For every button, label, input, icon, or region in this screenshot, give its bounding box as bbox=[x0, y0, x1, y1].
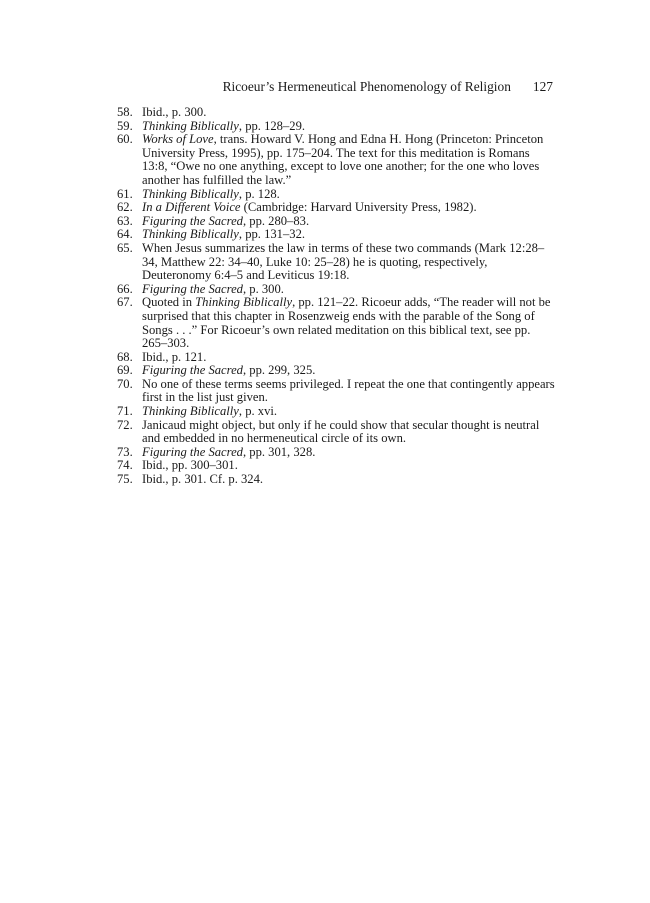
endnote-text bbox=[142, 188, 557, 202]
endnote bbox=[117, 228, 557, 242]
endnote bbox=[117, 201, 557, 215]
endnote bbox=[117, 242, 557, 283]
endnote-text bbox=[142, 378, 557, 405]
note-segment: (Cambridge: Harvard University Press, 1982). bbox=[240, 200, 477, 215]
endnote-text bbox=[142, 283, 557, 297]
endnote-text bbox=[142, 296, 557, 350]
endnote-text bbox=[142, 351, 557, 365]
endnote-text bbox=[142, 120, 557, 134]
note-segment: When Jesus summarizes the law in terms of these two commands (Mark 12:28–34, Matthew 22: 34–40, Luke 10: 25–28) he is quoting, respectively, Deuteronomy 6:4–5 and Leviticus 19:18. bbox=[142, 240, 545, 283]
endnotes-list bbox=[117, 106, 557, 487]
endnote-number: 63. bbox=[117, 213, 133, 228]
endnote-number: 67. bbox=[117, 295, 133, 310]
endnote-number: 73. bbox=[117, 444, 133, 459]
endnote-number: 60. bbox=[117, 132, 133, 147]
note-segment: Ibid., p. 301. Cf. p. 324. bbox=[142, 472, 264, 487]
note-segment: Ibid., p. 300. bbox=[142, 105, 207, 119]
note-segment: , p. xvi. bbox=[238, 404, 278, 419]
endnote bbox=[117, 120, 557, 134]
note-segment: , p. 128. bbox=[238, 186, 280, 201]
endnote-number: 74. bbox=[117, 458, 133, 473]
italic-title: Figuring the Sacred bbox=[142, 213, 243, 228]
note-segment: Ibid., pp. 300–301. bbox=[142, 458, 238, 473]
italic-title: In a Different Voice bbox=[142, 200, 241, 215]
endnote-text bbox=[142, 106, 557, 120]
endnote-number: 75. bbox=[117, 472, 133, 487]
endnote bbox=[117, 133, 557, 187]
note-segment: , pp. 280–83. bbox=[242, 213, 310, 228]
endnote-number: 70. bbox=[117, 376, 133, 391]
note-segment: , pp. 128–29. bbox=[238, 118, 306, 133]
endnote-text bbox=[142, 446, 557, 460]
endnote-text bbox=[142, 215, 557, 229]
endnote-number: 66. bbox=[117, 281, 133, 296]
italic-title: Thinking Biblically bbox=[142, 404, 239, 419]
endnote-number: 72. bbox=[117, 417, 133, 432]
endnote-text bbox=[142, 228, 557, 242]
endnote-number: 69. bbox=[117, 363, 133, 378]
note-segment: Janicaud might object, but only if he could show that secular thought is neutral and embedded in no hermeneutical circle of its own. bbox=[142, 417, 540, 446]
note-segment: , trans. Howard V. Hong and Edna H. Hong (Princeton: Princeton University Press, 1995), pp. 175–204. The text for this meditation is Romans 13:8, “Owe no one anything, except to love one another; for the one who loves another has fulfilled the law.” bbox=[142, 132, 544, 187]
endnote-text bbox=[142, 459, 557, 473]
endnote bbox=[117, 296, 557, 350]
italic-title: Thinking Biblically bbox=[142, 227, 239, 242]
note-segment: No one of these terms seems privileged. I repeat the one that contingently appears first in the list just given. bbox=[142, 376, 555, 405]
endnote bbox=[117, 419, 557, 446]
running-head bbox=[117, 78, 553, 96]
endnote-text bbox=[142, 419, 557, 446]
note-segment: , pp. 301, 328. bbox=[242, 444, 316, 459]
endnote-text bbox=[142, 405, 557, 419]
italic-title: Works of Love bbox=[142, 132, 214, 147]
endnote-number: 65. bbox=[117, 240, 133, 255]
italic-title: Figuring the Sacred bbox=[142, 363, 243, 378]
endnote bbox=[117, 378, 557, 405]
endnote bbox=[117, 188, 557, 202]
note-segment: , pp. 299, 325. bbox=[242, 363, 316, 378]
note-segment: Quoted in bbox=[142, 295, 196, 310]
italic-title: Thinking Biblically bbox=[142, 118, 239, 133]
endnote bbox=[117, 446, 557, 460]
note-segment: , pp. 131–32. bbox=[238, 227, 306, 242]
note-segment: , p. 300. bbox=[242, 281, 284, 296]
italic-title: Thinking Biblically bbox=[195, 295, 293, 310]
note-segment: Ibid., p. 121. bbox=[142, 349, 207, 364]
endnote-text bbox=[142, 364, 557, 378]
page-number: 127 bbox=[532, 79, 553, 94]
endnote bbox=[117, 106, 557, 120]
endnote bbox=[117, 364, 557, 378]
endnote-number: 61. bbox=[117, 186, 133, 201]
endnote-number: 68. bbox=[117, 349, 133, 364]
note-segment: , pp. 121–22. Ricoeur adds, “The reader will not be surprised that this chapter in Rosenzweig ends with the parable of the Song of Songs . . .” For Ricoeur’s own related meditation on this biblical text, see pp. 265–303. bbox=[142, 295, 551, 351]
endnote-text bbox=[142, 242, 557, 283]
endnote-number: 59. bbox=[117, 118, 133, 133]
italic-title: Thinking Biblically bbox=[142, 186, 239, 201]
italic-title: Figuring the Sacred bbox=[142, 444, 243, 459]
endnote bbox=[117, 473, 557, 487]
endnote bbox=[117, 215, 557, 229]
endnote bbox=[117, 405, 557, 419]
endnote-number: 62. bbox=[117, 200, 133, 215]
endnote-text bbox=[142, 473, 557, 487]
endnote bbox=[117, 459, 557, 473]
italic-title: Figuring the Sacred bbox=[142, 281, 243, 296]
endnote bbox=[117, 283, 557, 297]
running-title: Ricoeur’s Hermeneutical Phenomenology of Religion bbox=[222, 79, 511, 94]
endnote-number: 64. bbox=[117, 227, 133, 242]
endnote-number: 71. bbox=[117, 404, 133, 419]
endnote-number: 58. bbox=[117, 105, 133, 119]
endnote-text bbox=[142, 133, 557, 187]
endnote bbox=[117, 351, 557, 365]
endnote-text bbox=[142, 201, 557, 215]
